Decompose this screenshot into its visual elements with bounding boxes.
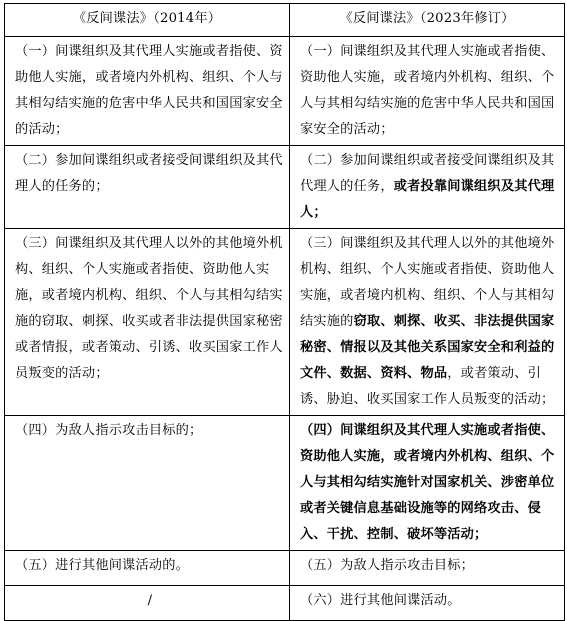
old-clause-1: （一）间谍组织及其代理人实施或者指使、资助他人实施，或者境内外机构、组织、个人与其相勾结实施的危害中华人民共和国国家安全的活动； [5, 37, 290, 146]
old-clause-2: （二）参加间谍组织或者接受间谍组织及其代理人的任务的； [5, 146, 290, 229]
old-clause-empty: / [5, 586, 290, 621]
new-clause-2-text: （二）参加间谍组织或者接受间谍组织及其代理人的任务， [300, 153, 555, 194]
new-clause-3 [290, 229, 565, 416]
header-row [5, 4, 565, 37]
table-row [5, 551, 565, 586]
new-clause-5: （五）为敌人指示攻击目标； [290, 551, 565, 586]
old-clause-5: （五）进行其他间谍活动的。 [5, 551, 290, 586]
table-row [5, 586, 565, 621]
header-old-law: 《反间谍法》（2014年） [5, 4, 290, 37]
table-row [5, 37, 565, 146]
old-clause-3: （三）间谍组织及其代理人以外的其他境外机构、组织、个人实施或者指使、资助他人实施，或者境内机构、组织、个人与其相勾结实施的窃取、刺探、收买或者非法提供国家秘密或者情报，或者策动、引诱、收买国家工作人员叛变的活动； [5, 229, 290, 416]
header-new-law: 《反间谍法》（2023年修订） [290, 4, 565, 37]
new-clause-3-text-pre: （三）间谍组织及其代理人以外的其他境外机构、组织、个人实施或者指使、资助他人实施，或者境内机构、组织、个人与其相勾结实施的 [300, 236, 555, 329]
comparison-table [4, 3, 565, 621]
new-clause-2 [290, 146, 565, 229]
new-clause-6: （六）进行其他间谍活动。 [290, 586, 565, 621]
new-clause-3-added-text: 窃取、刺探、收买、非法提供国家秘密、情报以及其他关系国家安全和利益的文件、数据、资料、物品 [300, 314, 555, 381]
table-row [5, 416, 565, 551]
new-clause-3-text-post: ，或者策动、引诱、胁迫、收买国家工作人员叛变的活动； [300, 366, 555, 407]
new-clause-4-added-text: （四）间谍组织及其代理人实施或者指使、资助他人实施，或者境内外机构、组织、个人与其相勾结实施针对国家机关、涉密单位或者关键信息基础设施等的网络攻击、侵入、干扰、控制、破坏等活动； [300, 423, 555, 542]
new-clause-2-added-text: 或者投靠间谍组织及其代理人； [300, 179, 555, 220]
table-row [5, 146, 565, 229]
new-clause-1: （一）间谍组织及其代理人实施或者指使、资助他人实施，或者境内外机构、组织、个人与其相勾结实施的危害中华人民共和国国家安全的活动； [290, 37, 565, 146]
old-clause-4: （四）为敌人指示攻击目标的； [5, 416, 290, 551]
table-row [5, 229, 565, 416]
new-clause-4 [290, 416, 565, 551]
